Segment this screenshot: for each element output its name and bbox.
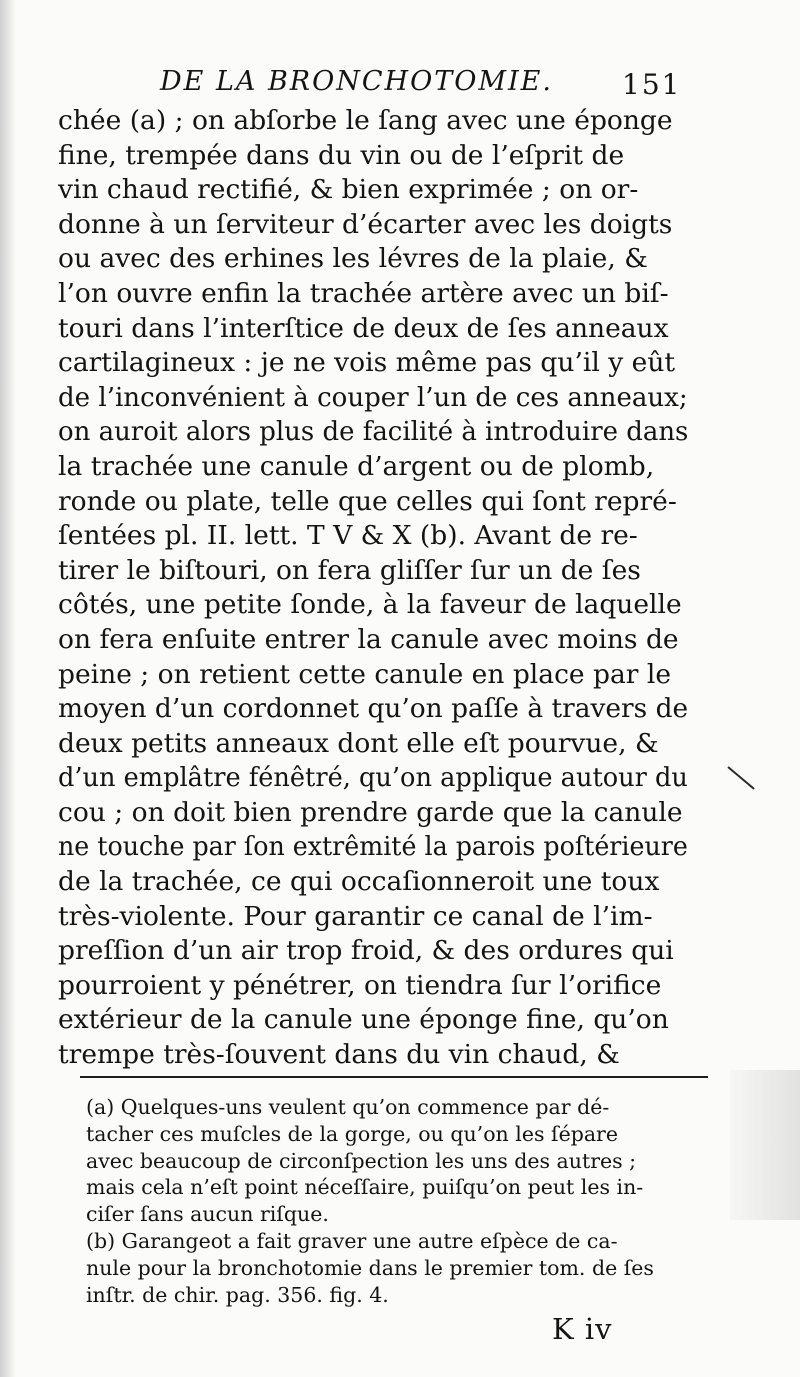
text-line: tirer le biſtouri, on fera gliſſer ſur un de ſes (58, 554, 641, 586)
text-line: ne touche par ſon extrêmité la parois poſtérieure (58, 831, 688, 863)
text-line: touri dans l’interſtice de deux de ſes anneaux (58, 312, 669, 344)
text-line: côtés, une petite ſonde, à la faveur de laquelle (58, 589, 682, 621)
text-line: cartilagineux : je ne vois même pas qu’il y eût (58, 347, 676, 379)
text-line: preſſion d’un air trop froid, & des ordures qui (58, 935, 674, 967)
footnote-line: (a) Quelques-uns veulent qu’on commence par dé- (86, 1095, 610, 1119)
text-line: on fera enſuite entrer la canule avec moins de (58, 623, 679, 655)
text-line: très-violente. Pour garantir ce canal de l’im- (58, 900, 653, 932)
footnote-line: (b) Garangeot a fait graver une autre eſpèce de ca- (86, 1228, 618, 1253)
text-line: moyen d’un cordonnet qu’on paſſe à travers de (58, 693, 688, 725)
text-line: ou avec des erhines les lévres de la plaie, & (58, 243, 648, 275)
text-line: extérieur de la canule une éponge fine, qu’on (58, 1004, 669, 1036)
text-line: d’un emplâtre fénêtré, qu’on applique autour du (58, 762, 688, 794)
text-line: on auroit alors plus de facilité à introduire dans (58, 416, 688, 448)
margin-mark (727, 766, 754, 789)
text-line: l’on ouvre enfin la trachée artère avec un biſ- (58, 277, 669, 309)
text-line: trempe très-ſouvent dans du vin chaud, & (58, 1039, 620, 1071)
footnote-rule (80, 1076, 708, 1078)
signature-mark: K iv (552, 1312, 613, 1346)
page-number: 151 (622, 68, 682, 101)
body-text (58, 104, 688, 1073)
text-line: deux petits anneaux dont elle eſt pourvue, & (58, 727, 659, 759)
text-line: pourroient y pénétrer, on tiendra ſur l’orifice (58, 969, 662, 1001)
show-through-shadow (730, 1070, 800, 1220)
text-line: vin chaud rectifié, & bien exprimée ; on or- (58, 174, 639, 206)
text-line: cou ; on doit bien prendre garde que la canule (58, 796, 683, 828)
footnote-line: nule pour la bronchotomie dans le premier tom. de ſes (86, 1255, 654, 1280)
text-line: chée (a) ; on abſorbe le ſang avec une éponge (58, 105, 673, 136)
text-line: de l’inconvénient à couper l’un de ces anneaux; (58, 381, 688, 413)
text-line: peine ; on retient cette canule en place par le (58, 658, 672, 690)
footnote-line: avec beaucoup de circonſpection les uns des autres ; (86, 1148, 637, 1173)
footnote-line: inſtr. de chir. pag. 356. fig. 4. (86, 1282, 389, 1307)
text-line: fine, trempée dans du vin ou de l’eſprit de (58, 139, 625, 171)
text-line: de la trachée, ce qui occaſionneroit une toux (58, 866, 660, 898)
text-line: la trachée une canule d’argent ou de plomb, (58, 450, 655, 482)
footnotes (86, 1094, 708, 1308)
footnote-line: ciſer ſans aucun riſque. (86, 1202, 329, 1227)
footnote-line: mais cela n’eſt point néceſſaire, puiſqu’on peut les in- (86, 1175, 644, 1200)
text-line: donne à un ſerviteur d’écarter avec les doigts (58, 208, 673, 240)
footnote-line: tacher ces muſcles de la gorge, ou qu’on les ſépare (86, 1121, 618, 1146)
text-line: ſentées pl. II. lett. T V & X (b). Avant de re- (58, 520, 638, 552)
running-head-title: DE LA BRONCHOTOMIE. (160, 66, 553, 97)
text-line: ronde ou plate, telle que celles qui ſont repré- (58, 485, 677, 517)
